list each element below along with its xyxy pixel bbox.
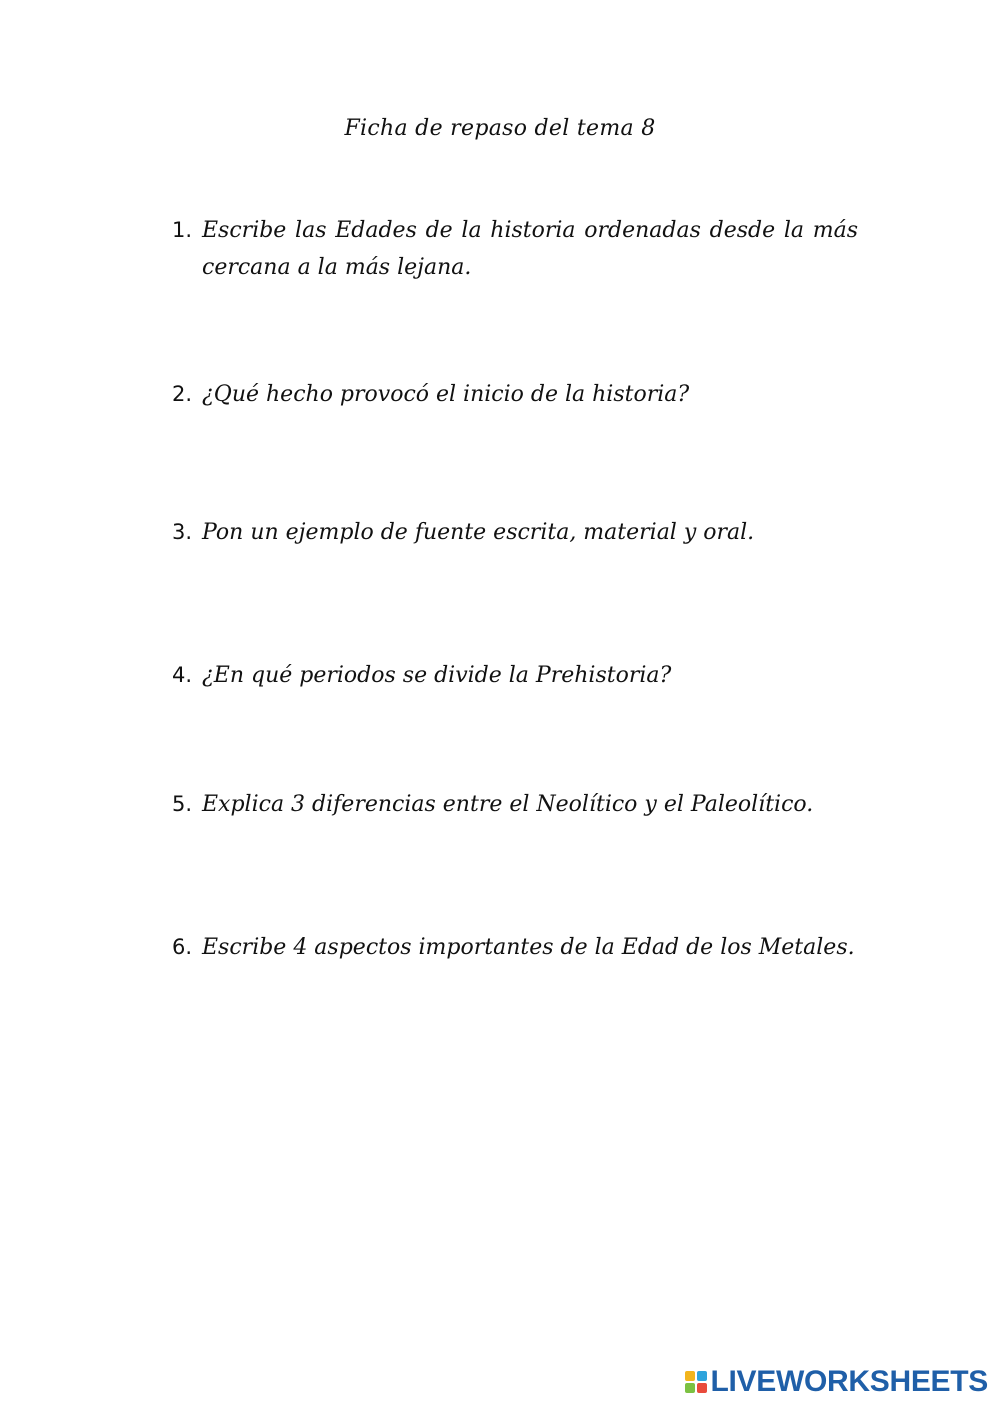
- question-item: [172, 929, 858, 966]
- question-number: 4.: [172, 663, 193, 687]
- question-item: [172, 212, 858, 286]
- logo-text: LIVEWORKSHEETS: [710, 1365, 988, 1398]
- question-item: [172, 514, 858, 551]
- question-text: ¿Qué hecho provocó el inicio de la historia?: [202, 382, 690, 407]
- question-item: [172, 376, 858, 413]
- question-item: [172, 657, 858, 694]
- question-item: [172, 786, 858, 823]
- question-number: 3.: [172, 520, 193, 544]
- question-number: 5.: [172, 792, 193, 816]
- question-text: ¿En qué periodos se divide la Prehistoria?: [202, 663, 672, 688]
- question-text: Pon un ejemplo de fuente escrita, material y oral.: [202, 520, 755, 545]
- logo-mark-icon: [685, 1371, 707, 1393]
- question-text: Escribe las Edades de la historia ordenadas desde la más cercana a la más lejana.: [202, 218, 858, 280]
- logo-square-icon: [685, 1371, 695, 1381]
- page-title: Ficha de repaso del tema 8: [344, 116, 656, 141]
- question-number: 1.: [172, 218, 193, 242]
- logo-square-icon: [697, 1383, 707, 1393]
- liveworksheets-logo: [685, 1364, 989, 1400]
- logo-square-icon: [685, 1383, 695, 1393]
- question-number: 6.: [172, 935, 193, 959]
- logo-square-icon: [697, 1371, 707, 1381]
- question-text: Explica 3 diferencias entre el Neolítico y el Paleolítico.: [202, 792, 814, 817]
- question-text: Escribe 4 aspectos importantes de la Edad de los Metales.: [202, 935, 855, 960]
- question-number: 2.: [172, 382, 193, 406]
